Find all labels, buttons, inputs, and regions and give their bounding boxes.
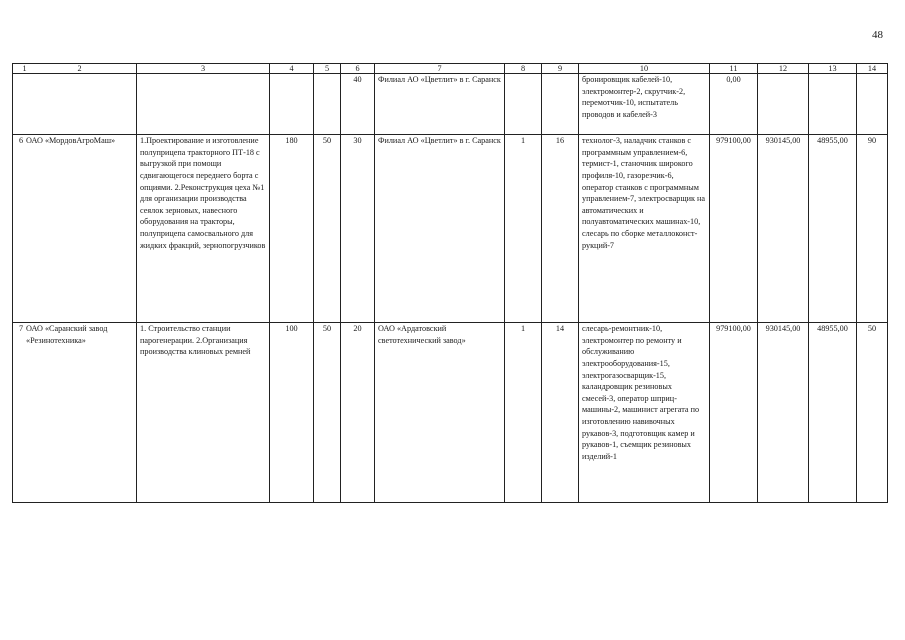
- value-cell-8: 1: [505, 323, 542, 503]
- table-row: [13, 135, 888, 323]
- data-table: [12, 63, 888, 503]
- header-cell-8: 8: [505, 64, 542, 74]
- header-cell-4: 4: [270, 64, 314, 74]
- value-cell-5: [314, 74, 341, 135]
- header-cell-9: 9: [542, 64, 579, 74]
- employer-cell: Филиал АО «Цветлит» в г. Саранск: [375, 135, 505, 323]
- amount-cell-11: 0,00: [710, 74, 758, 135]
- professions-cell: технолог-3, наладчик станков с программным управлением-6, термист-1, станочник широкого профиля-10, газорезчик-6, оператор станков с программным управлением-7, электросварщик на автоматических и полуавтоматических машинах-10, слесарь по сборке металлоконст-рукций-7: [579, 135, 710, 323]
- project-cell: [137, 74, 270, 135]
- value-cell-6: 20: [341, 323, 375, 503]
- organization-cell: [13, 74, 137, 135]
- value-cell-4: 100: [270, 323, 314, 503]
- header-cell-11: 11: [710, 64, 758, 74]
- value-cell-4: [270, 74, 314, 135]
- value-cell-4: 180: [270, 135, 314, 323]
- amount-cell-12: [758, 74, 809, 135]
- header-cell-3: 3: [137, 64, 270, 74]
- header-cell-6: 6: [341, 64, 375, 74]
- header-cell-1-2: 1 2: [13, 64, 137, 74]
- header-cell-10: 10: [579, 64, 710, 74]
- employer-cell: Филиал АО «Цветлит» в г. Саранск: [375, 74, 505, 135]
- table-row: [13, 74, 888, 135]
- amount-cell-13: 48955,00: [809, 323, 857, 503]
- value-cell-5: 50: [314, 135, 341, 323]
- header-cell-5: 5: [314, 64, 341, 74]
- value-cell-14: [857, 74, 888, 135]
- value-cell-5: 50: [314, 323, 341, 503]
- amount-cell-11: 979100,00: [710, 135, 758, 323]
- value-cell-9: 14: [542, 323, 579, 503]
- organization-cell: [13, 135, 137, 323]
- organization-cell: [13, 323, 137, 503]
- project-cell: 1. Строительство станции парогенерации. 2.Организация производства клиновых ремней: [137, 323, 270, 503]
- amount-cell-13: 48955,00: [809, 135, 857, 323]
- table-row: [13, 323, 888, 503]
- value-cell-14: 90: [857, 135, 888, 323]
- value-cell-6: 30: [341, 135, 375, 323]
- value-cell-9: [542, 74, 579, 135]
- header-cell-13: 13: [809, 64, 857, 74]
- value-cell-8: [505, 74, 542, 135]
- header-cell-7: 7: [375, 64, 505, 74]
- value-cell-6: 40: [341, 74, 375, 135]
- header-cell-14: 14: [857, 64, 888, 74]
- row-index: 7: [18, 324, 24, 333]
- organization-name: ОАО «Саранский завод «Резинотехника»: [26, 324, 108, 345]
- row-index: 6: [18, 136, 24, 145]
- employer-cell: ОАО «Ардатовский светотехнический завод»: [375, 323, 505, 503]
- amount-cell-13: [809, 74, 857, 135]
- value-cell-14: 50: [857, 323, 888, 503]
- page-number: 48: [872, 29, 883, 41]
- header-cell-12: 12: [758, 64, 809, 74]
- professions-cell: бронировщик кабелей-10, электромонтер-2, скрутчик-2, перемотчик-10, испытатель проводов и кабелей-3: [579, 74, 710, 135]
- professions-cell: слесарь-ремонтник-10, электромонтер по ремонту и обслуживанию электрооборудования-15, электрогазосварщик-15, каландровщик резиновых смесей-3, оператор шприц-машины-2, машинист агрегата по изготовлению навивочных рукавов-3, подготовщик камер и рукавов-1, съемщик резиновых изделий-1: [579, 323, 710, 503]
- organization-name: ОАО «МордовАгроМаш»: [26, 136, 116, 145]
- amount-cell-12: 930145,00: [758, 323, 809, 503]
- value-cell-8: 1: [505, 135, 542, 323]
- amount-cell-11: 979100,00: [710, 323, 758, 503]
- project-cell: 1.Проектирование и изготовление полуприцепа тракторного ПТ-18 с выгрузкой при помощи сдвигающегося переднего борта с опциями. 2.Реконструкция цеха №1 для организации производства сеялок зерновых, навесного оборудования на тракторы, полуприцепа самосвального для жидких фракций, зернопогрузчиков: [137, 135, 270, 323]
- header-row: [13, 64, 888, 74]
- amount-cell-12: 930145,00: [758, 135, 809, 323]
- value-cell-9: 16: [542, 135, 579, 323]
